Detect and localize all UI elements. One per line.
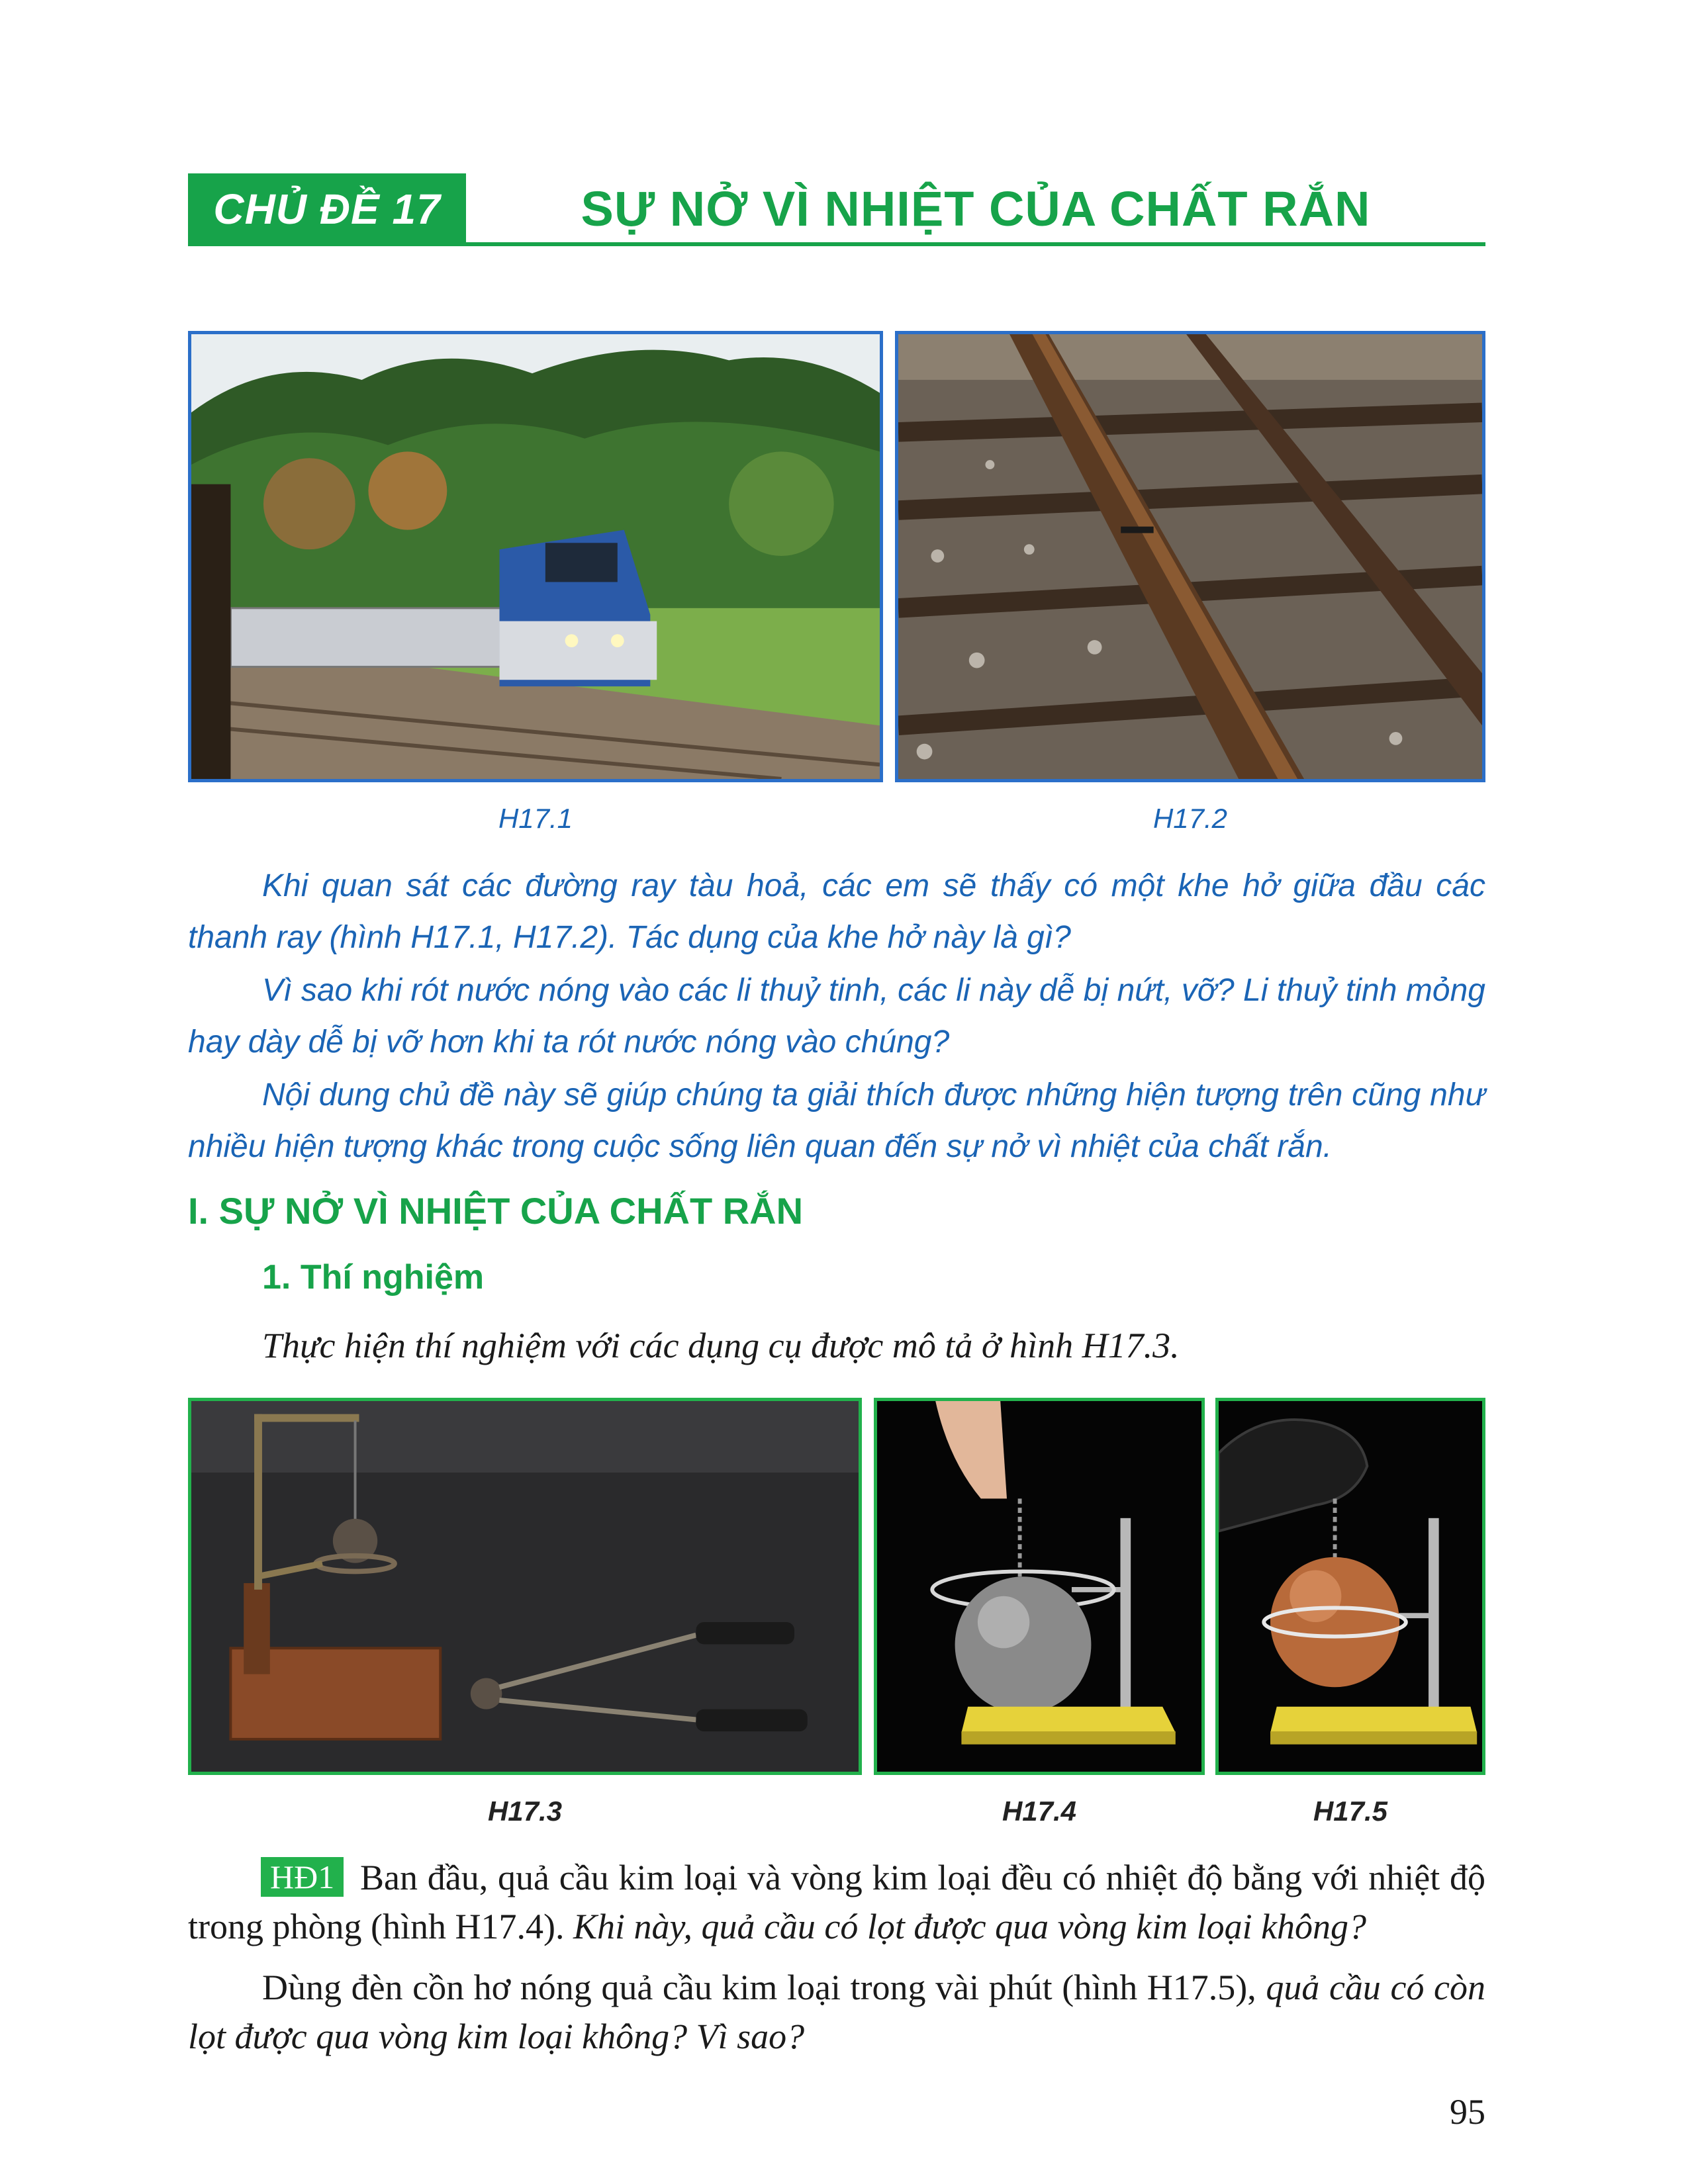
- section-heading: I. SỰ NỞ VÌ NHIỆT CỦA CHẤT RẮN: [188, 1190, 804, 1232]
- page-number: 95: [1450, 2092, 1485, 2132]
- figure-caption-h17-3: H17.3: [487, 1796, 563, 1827]
- intro-paragraph-1: [188, 860, 1485, 964]
- intro-paragraph-3: [188, 1069, 1485, 1173]
- activity-paragraph-1: [188, 1853, 1485, 1951]
- activity-paragraph-2: [188, 1963, 1485, 2061]
- figure-h17-4-ball-ring: [874, 1398, 1205, 1775]
- figure-caption-h17-4: H17.4: [1002, 1796, 1077, 1827]
- activity-question-1: Khi này, quả cầu có lọt được qua vòng kim loại không?: [573, 1907, 1367, 1946]
- activity-paragraph-1-text: Ban đầu, quả cầu kim loại và vòng kim loại đều có nhiệt độ bằng với nhiệt độ trong phòng (hình H17.4).: [188, 1858, 1486, 1946]
- figure-h17-3-apparatus-photo: [188, 1398, 862, 1775]
- activity-paragraph-2-text: Dùng đèn cồn hơ nóng quả cầu kim loại trong vài phút (hình H17.5),: [262, 1968, 1256, 2007]
- page-title: SỰ NỞ VÌ NHIỆT CỦA CHẤT RẮN: [581, 181, 1371, 236]
- figure-h17-2-rail-gap-photo: [895, 331, 1485, 782]
- figure-caption-h17-2: H17.2: [1152, 803, 1228, 834]
- figure-h17-5-heated-ball: [1215, 1398, 1485, 1775]
- topic-label: CHỦ ĐỀ 17: [188, 173, 466, 245]
- activity-question-2: quả cầu có còn lọt được qua vòng kim loại không? Vì sao?: [188, 1968, 1486, 2056]
- intro-paragraph-3-text: Nội dung chủ đề này sẽ giúp chúng ta giải thích được những hiện tượng trên cũng như nhiều hiện tượng khác trong cuộc sống liên quan đến sự nở vì nhiệt của chất rắn.: [188, 1077, 1485, 1164]
- intro-paragraph-2-text: Vì sao khi rót nước nóng vào các li thuỷ tinh, các li này dễ bị nứt, vỡ? Li thuỷ tinh mỏng hay dày dễ bị vỡ hơn khi ta rót nước nóng vào chúng?: [188, 973, 1485, 1060]
- header-divider: [188, 242, 1485, 246]
- intro-paragraph-2: [188, 965, 1485, 1068]
- experiment-instruction: Thực hiện thí nghiệm với các dụng cụ được mô tả ở hình H17.3.: [262, 1326, 1180, 1365]
- sub-heading: 1. Thí nghiệm: [262, 1258, 485, 1297]
- activity-badge: HĐ1: [261, 1857, 344, 1897]
- figure-caption-h17-1: H17.1: [498, 803, 573, 834]
- figure-h17-1-train-photo: [188, 331, 883, 782]
- intro-paragraph-1-text: Khi quan sát các đường ray tàu hoả, các em sẽ thấy có một khe hở giữa đầu các thanh ray (hình H17.1, H17.2). Tác dụng của khe hở này là gì?: [188, 868, 1485, 955]
- figure-caption-h17-5: H17.5: [1313, 1796, 1388, 1827]
